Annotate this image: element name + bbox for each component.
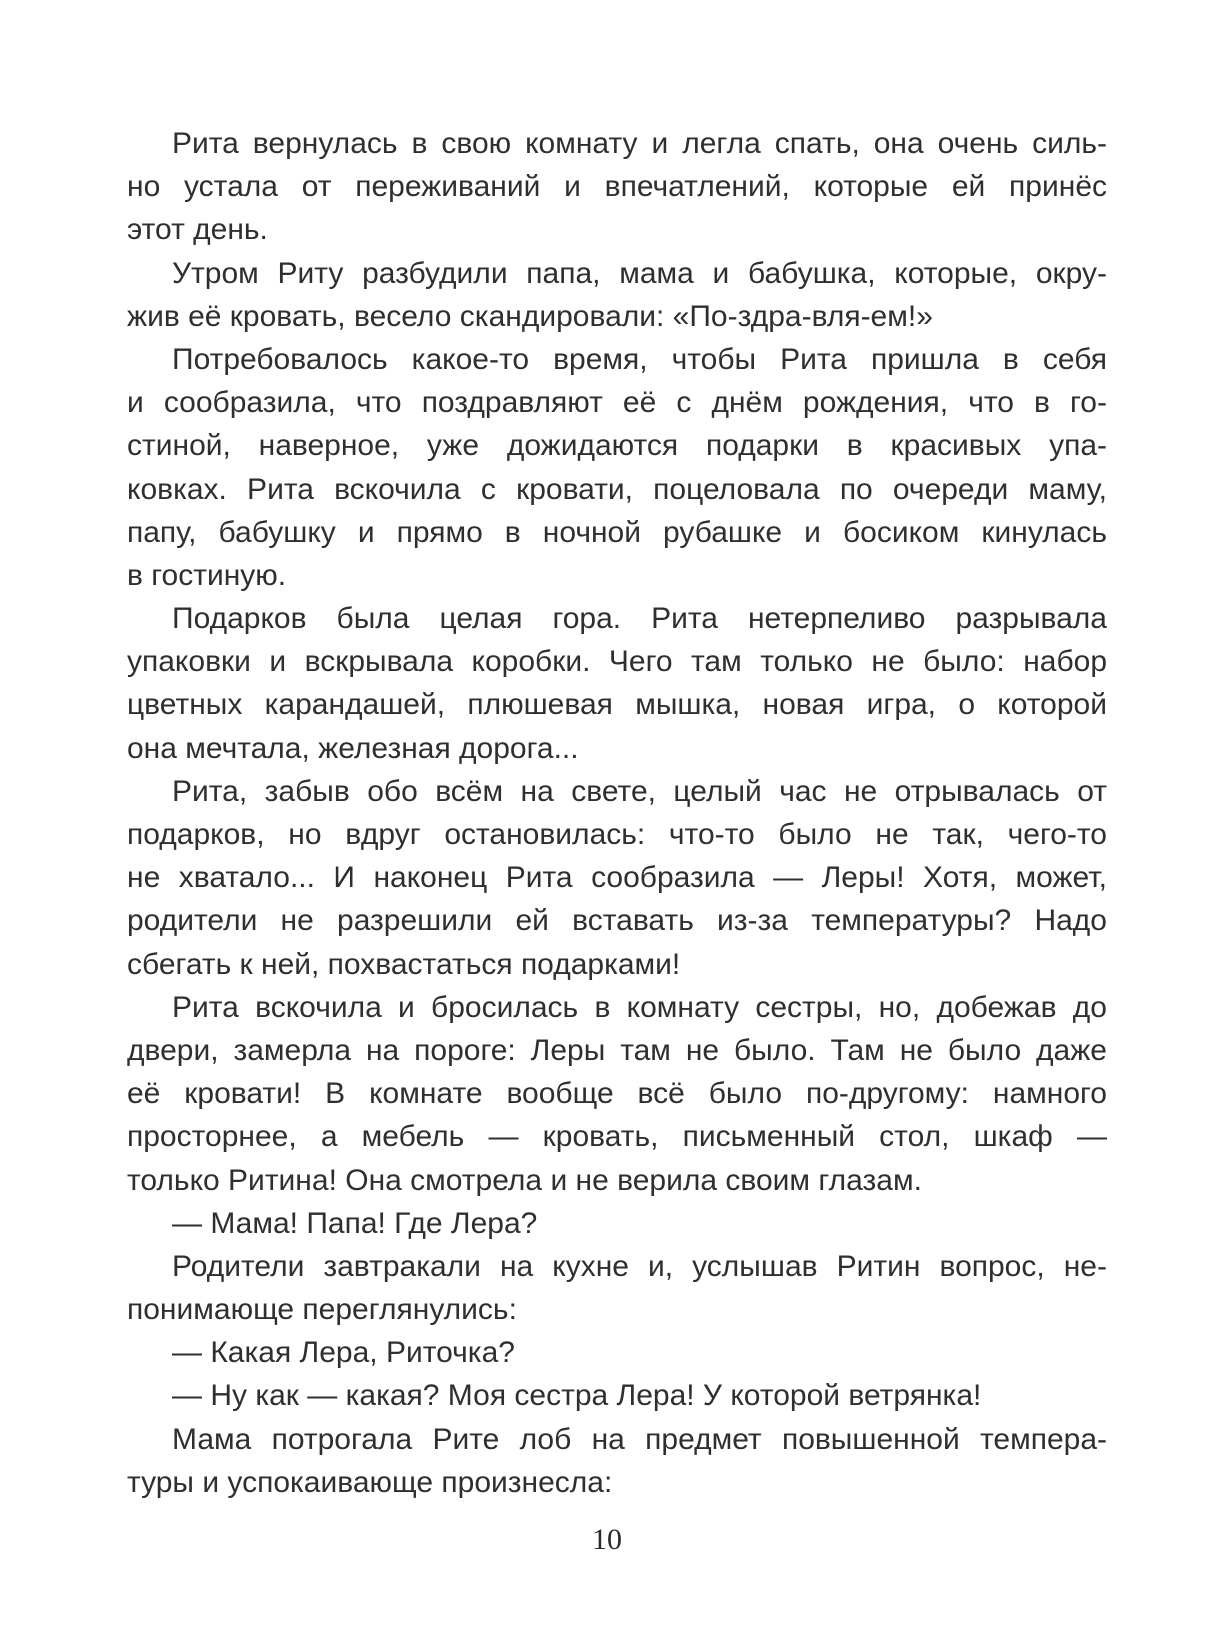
- text-line: она мечтала, железная дорога...: [127, 731, 579, 765]
- text-line: Потребовалось какое-то время, чтобы Рита пришла в себя: [172, 342, 1107, 376]
- text-line: родители не разрешили ей вставать из-за температуры? Надо: [127, 904, 1107, 938]
- text-line: этот день.: [127, 213, 268, 247]
- body-text: [127, 122, 1107, 1504]
- text-line: просторнее, а мебель — кровать, письменный стол, шкаф —: [127, 1120, 1107, 1154]
- text-line: Рита вернулась в свою комнату и легла спать, она очень силь-: [172, 127, 1107, 160]
- text-line: в гостиную.: [127, 558, 287, 592]
- text-line: стиной, наверное, уже дожидаются подарки в красивых упа-: [127, 429, 1107, 463]
- text-line: сбегать к ней, похвастаться подарками!: [127, 947, 681, 981]
- text-line: Подарков была целая гора. Рита нетерпеливо разрывала: [172, 602, 1107, 636]
- page-number: 10: [592, 1523, 622, 1556]
- text-line: упаковки и вскрывала коробки. Чего там только не было: набор: [127, 645, 1107, 679]
- text-line: — Ну как — какая? Моя сестра Лера! У которой ветрянка!: [172, 1379, 982, 1413]
- text-line: Рита, забыв обо всём на свете, целый час не отрывалась от: [172, 774, 1107, 808]
- text-line: двери, замерла на пороге: Леры там не было. Там не было даже: [127, 1033, 1107, 1067]
- text-line: жив её кровать, весело скандировали: «По-здра-вля-ем!»: [127, 299, 933, 333]
- text-line: и сообразила, что поздравляют её с днём рождения, что в го-: [127, 386, 1107, 420]
- text-line: — Какая Лера, Риточка?: [172, 1336, 515, 1370]
- text-line: Родители завтракали на кухне и, услышав Ритин вопрос, не-: [172, 1249, 1107, 1283]
- text-line: подарков, но вдруг остановилась: что-то было не так, чего-то: [127, 818, 1107, 851]
- text-line: цветных карандашей, плюшевая мышка, новая игра, о которой: [127, 688, 1107, 722]
- text-line: Утром Риту разбудили папа, мама и бабушка, которые, окру-: [172, 256, 1107, 290]
- text-line: но устала от переживаний и впечатлений, которые ей принёс: [127, 170, 1107, 204]
- text-line: туры и успокаивающе произнесла:: [127, 1465, 613, 1499]
- text-line: Рита вскочила и бросилась в комнату сестры, но, добежав до: [172, 990, 1107, 1024]
- text-line: только Ритина! Она смотрела и не верила своим глазам.: [127, 1163, 922, 1197]
- text-line: её кровати! В комнате вообще всё было по-другому: намного: [127, 1077, 1107, 1111]
- text-line: ковках. Рита вскочила с кровати, поцеловала по очереди маму,: [127, 472, 1107, 506]
- text-line: — Мама! Папа! Где Лера?: [172, 1206, 538, 1240]
- text-line: Мама потрогала Рите лоб на предмет повышенной темпера-: [172, 1422, 1107, 1456]
- text-line: папу, бабушку и прямо в ночной рубашке и босиком кинулась: [127, 515, 1107, 549]
- text-line: понимающе переглянулись:: [127, 1293, 517, 1327]
- text-line: не хватало... И наконец Рита сообразила — Леры! Хотя, может,: [127, 861, 1107, 895]
